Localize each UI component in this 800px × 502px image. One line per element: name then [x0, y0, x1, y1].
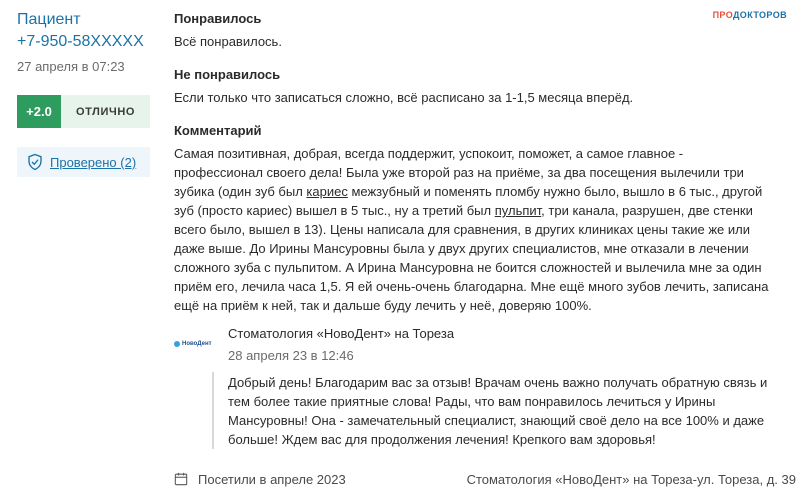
term-link-pulpitis[interactable]: пульпит — [494, 203, 542, 218]
reply-text: Добрый день! Благодарим вас за отзыв! Врачам очень важно получать обратную связь и тем более такие приятные слова! Рады, что вам понравилось лечиться у Ирины Мансуровны! Она - замечательный специалист, знающий своё дело на все 100% и даже больше! Ждем вас для продолжения лечения! Крепкого вам здоровья! — [228, 375, 768, 447]
liked-text: Всё понравилось. — [174, 34, 282, 49]
reply-body — [212, 372, 787, 449]
review-date: 27 апреля в 07:23 — [17, 59, 125, 74]
review-footer — [174, 469, 796, 489]
clinic-address: Стоматология «НовоДент» на Тореза-ул. Тореза, д. 39 — [466, 471, 796, 487]
clinic-logo-icon — [174, 341, 180, 347]
disliked-section — [174, 66, 794, 107]
author-panel — [17, 10, 157, 177]
logo-part1: ПРО — [712, 10, 733, 20]
reply-date: 28 апреля 23 в 12:46 — [228, 348, 354, 363]
reply-header — [228, 325, 454, 365]
comment-section — [174, 122, 794, 315]
verified-link[interactable]: Проверено (2) — [50, 154, 137, 170]
liked-section — [174, 10, 794, 51]
author-name[interactable]: Пациент — [17, 11, 81, 28]
logo-part2: ДОКТОРОВ — [733, 10, 787, 20]
disliked-text: Если только что записаться сложно, всё расписано за 1-1,5 месяца вперёд. — [174, 90, 634, 105]
disliked-title: Не понравилось — [174, 67, 281, 82]
review-content — [174, 10, 794, 330]
rating-badge — [17, 95, 150, 128]
comment-part2: межзубный и поменять пломбу нужно было, вышло в 6 тыс., другой зуб (просто кариес) вышел в 5 тыс., ну а третий был — [174, 184, 763, 218]
comment-part1: Самая позитивная, добрая, всегда поддержит, успокоит, поможет, а самое главное - профессионал своего дела! Была уже второй раз на приёме, за два посещения вылечили три зубика (один зуб был — [174, 146, 744, 199]
term-link-caries[interactable]: кариес — [306, 184, 348, 199]
reply-clinic-name: Стоматология «НовоДент» на Тореза — [228, 326, 455, 341]
author-phone[interactable]: +7-950-58XXXXX — [17, 33, 144, 50]
rating-value: +2.0 — [17, 95, 61, 128]
clinic-logo-text: НовоДент — [182, 341, 212, 347]
comment-title: Комментарий — [174, 123, 262, 138]
comment-text — [174, 144, 774, 315]
rating-label: ОТЛИЧНО — [75, 105, 136, 118]
comment-part3: , три канала, разрушен, две стенки всего было, вышел в 13). Цены написала для сравнения, в других клиниках цены такие же или даже выше. До Ирины Мансуровны была у двух других специалистов, мне отказали в лечении сложного зуба с пульпитом. А Ирина Мансуровна не боится сложностей и вылечила мне за один приём его, лечила часа 1,5. Я ей очень-очень благодарна. Мне ещё много зубов лечить, записана ещё на приём к ней, так и дальше буду лечить у неё, доверяю 100%. — [174, 203, 769, 313]
liked-title: Понравилось — [174, 11, 262, 26]
calendar-icon — [174, 472, 188, 486]
verified-badge[interactable] — [17, 147, 150, 177]
visited-date: Посетили в апреле 2023 — [198, 471, 346, 487]
shield-check-icon — [26, 153, 44, 171]
clinic-logo — [174, 339, 214, 349]
